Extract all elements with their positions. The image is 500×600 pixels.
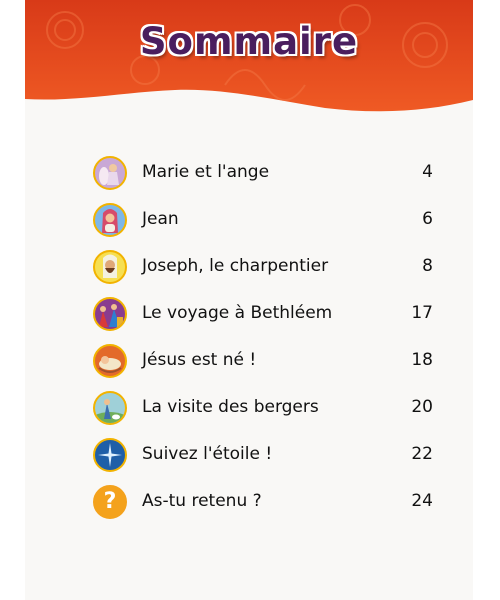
toc-entry[interactable] — [87, 247, 437, 287]
entry-page-number: 4 — [422, 162, 433, 182]
toc-entry[interactable] — [87, 435, 437, 475]
entry-title: Le voyage à Bethléem — [142, 303, 333, 323]
travelers-icon — [93, 297, 127, 331]
baby-john-icon — [93, 203, 127, 237]
entry-title: As-tu retenu ? — [142, 491, 262, 511]
entry-title: Jésus est né ! — [142, 350, 257, 370]
question-mark-glyph: ? — [103, 489, 117, 514]
question-icon — [93, 485, 127, 519]
entry-page-number: 8 — [422, 256, 433, 276]
baby-jesus-icon — [93, 344, 127, 378]
entry-page-number: 17 — [411, 303, 433, 323]
entry-page-number: 18 — [411, 350, 433, 370]
toc-entry[interactable] — [87, 294, 437, 334]
entry-title: La visite des bergers — [142, 397, 319, 417]
shepherds-icon — [93, 391, 127, 425]
toc-entry[interactable] — [87, 388, 437, 428]
page-title: Sommaire — [139, 20, 359, 63]
entry-page-number: 24 — [411, 491, 433, 511]
entry-page-number: 20 — [411, 397, 433, 417]
entry-title: Suivez l'étoile ! — [142, 444, 273, 464]
star-icon — [93, 438, 127, 472]
entry-title: Jean — [142, 209, 179, 229]
toc-entry[interactable] — [87, 482, 437, 522]
toc-entry[interactable] — [87, 200, 437, 240]
entry-title: Joseph, le charpentier — [142, 256, 329, 276]
entry-title: Marie et l'ange — [142, 162, 270, 182]
toc-entry[interactable] — [87, 153, 437, 193]
entry-page-number: 6 — [422, 209, 433, 229]
book-page — [25, 0, 473, 600]
toc-entry[interactable] — [87, 341, 437, 381]
entry-page-number: 22 — [411, 444, 433, 464]
joseph-icon — [93, 250, 127, 284]
angel-icon — [93, 156, 127, 190]
